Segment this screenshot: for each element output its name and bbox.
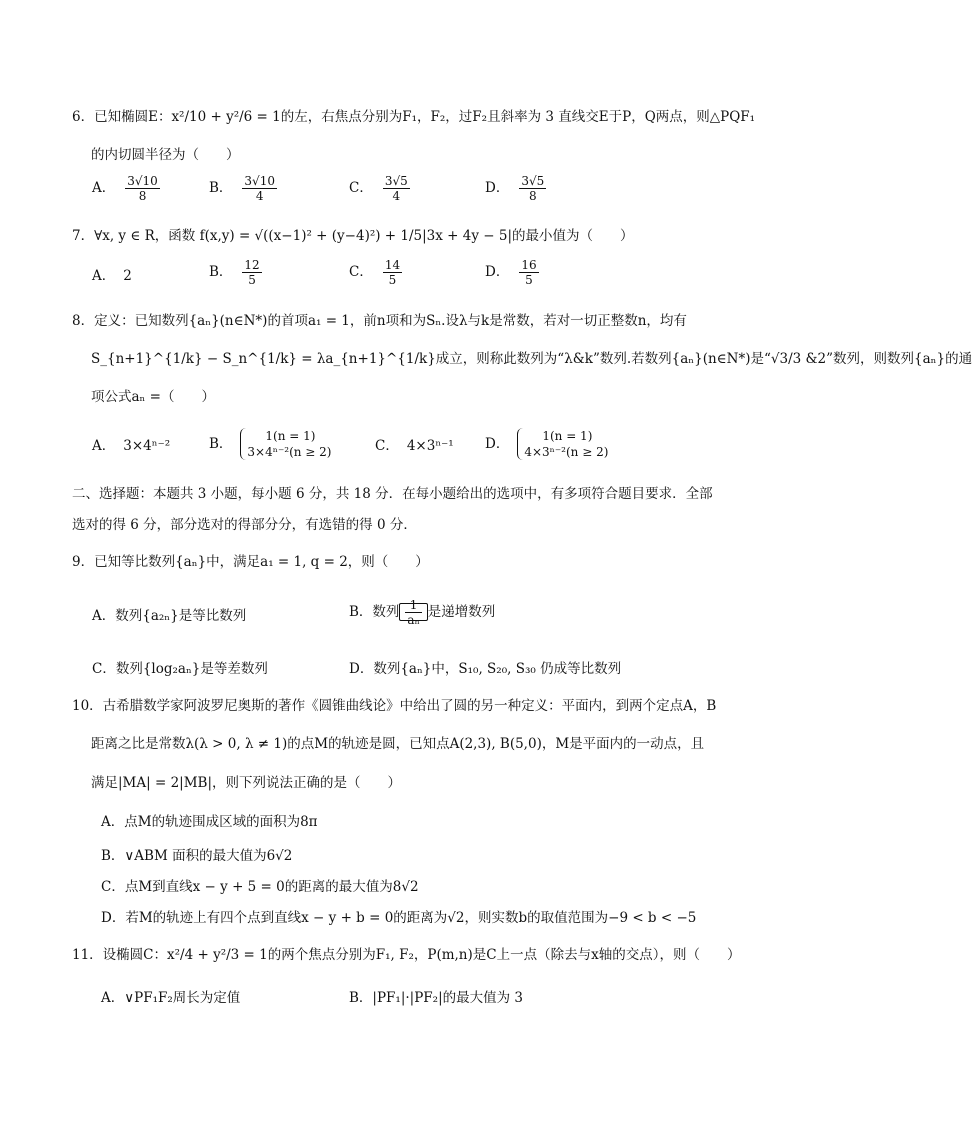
q6-option-d (485, 174, 548, 203)
q6-stem-line2: 的内切圆半径为（ ） (91, 147, 240, 163)
q11-option-a: A．∨PF₁F₂周长为定值 (101, 990, 241, 1006)
q6-option-c (349, 174, 412, 203)
fraction-numerator: 14 (384, 258, 401, 272)
option-label: A． (92, 438, 116, 454)
q10-stem-line1: 10．古希腊数学家阿波罗尼奥斯的著作《圆锥曲线论》中给出了圆的另一种定义：平面内，到两个定点A，B (72, 698, 717, 714)
option-label: D． (485, 180, 510, 196)
q8-option-c (375, 436, 454, 456)
fraction-denominator: 8 (138, 189, 147, 203)
piecewise-brace (240, 428, 331, 460)
fraction-numerator: 12 (244, 258, 260, 272)
q7-option-c (349, 258, 404, 287)
section-heading-line1: 二、选择题：本题共 3 小题，每小题 6 分，共 18 分．在每小题给出的选项中，有多项符合题目要求．全部 (72, 486, 713, 502)
fraction-denominator: aₙ (407, 613, 420, 627)
option-label: D． (485, 435, 510, 452)
q7-stem: 7．∀x, y ∈ R，函数 f(x,y) = √((x−1)² + (y−4)²) + 1/5|3x + 4y − 5|的最小值为（ ） (72, 228, 634, 244)
q8-option-d (485, 428, 608, 460)
fraction-numerator: 3√10 (127, 174, 158, 188)
option-prefix: B．数列 (349, 604, 400, 620)
piecewise-case-1: 1(n = 1) (265, 429, 316, 443)
q6-stem-line1: 6．已知椭圆E：x²/10 + y²/6 = 1的左，右焦点分别为F₁，F₂，过F₂且斜率为 3 直线交E于P，Q两点，则△PQF₁ (72, 109, 756, 125)
piecewise-brace (517, 428, 608, 460)
option-value: 3×4ⁿ⁻² (123, 438, 171, 454)
option-label: A． (92, 180, 116, 196)
option-label: B． (209, 180, 233, 196)
fraction (383, 174, 410, 203)
q9-option-b (349, 598, 495, 627)
q6-option-b (209, 174, 279, 203)
fraction (125, 174, 160, 203)
q8-stem-line1: 8．定义：已知数列{aₙ}(n∈N*)的首项a₁ = 1，前n项和为Sₙ.设λ与k是常数，若对一切正整数n，均有 (72, 313, 687, 329)
q10-option-d: D．若M的轨迹上有四个点到直线x − y + b = 0的距离为√2，则实数b的取值范围为−9 < b < −5 (101, 910, 697, 926)
fraction-denominator: 5 (388, 273, 397, 287)
option-label: B． (209, 264, 233, 280)
q7-option-b (209, 258, 264, 287)
fraction-denominator: 5 (248, 273, 256, 287)
fraction (519, 174, 546, 203)
option-label: C． (349, 264, 373, 280)
fraction (242, 174, 277, 203)
q8-option-a (92, 436, 170, 456)
fraction (383, 258, 402, 287)
option-value: 4×3ⁿ⁻¹ (406, 438, 454, 454)
option-label: C． (375, 438, 399, 454)
q8-stem-line3: 项公式aₙ =（ ） (91, 389, 215, 405)
fraction-denominator: 8 (528, 189, 537, 203)
fraction-denominator: 4 (255, 189, 264, 203)
fraction-denominator: 4 (392, 189, 401, 203)
q7-option-d (485, 258, 541, 287)
option-value: 2 (123, 268, 132, 284)
option-label: D． (485, 264, 510, 280)
fraction-numerator: 3√5 (521, 174, 545, 188)
q8-option-b (209, 428, 332, 460)
fraction-numerator: 1 (405, 598, 421, 613)
option-label: C． (349, 180, 373, 196)
fraction-numerator: 16 (521, 258, 537, 272)
q7-option-a (92, 266, 132, 286)
fraction (242, 258, 261, 287)
sequence-brace (399, 598, 427, 627)
q9-stem: 9．已知等比数列{aₙ}中，满足a₁ = 1, q = 2，则（ ） (72, 554, 429, 570)
section-heading-line2: 选对的得 6 分，部分选对的得部分分，有选错的得 0 分． (72, 517, 417, 533)
fraction-denominator: 5 (525, 273, 533, 287)
q9-option-d: D．数列{aₙ}中，S₁₀, S₂₀, S₃₀ 仍成等比数列 (349, 661, 622, 677)
q10-stem-line3: 满足|MA| = 2|MB|，则下列说法正确的是（ ） (91, 775, 401, 791)
fraction (405, 598, 421, 627)
q11-stem: 11．设椭圆C：x²/4 + y²/3 = 1的两个焦点分别为F₁, F₂，P(m,n)是C上一点（除去与x轴的交点），则（ ） (72, 947, 741, 963)
q10-option-c: C．点M到直线x − y + 5 = 0的距离的最大值为8√2 (101, 879, 419, 895)
option-suffix: 是递增数列 (427, 604, 496, 620)
q11-option-b: B．|PF₁|·|PF₂|的最大值为 3 (349, 990, 524, 1006)
fraction-numerator: 3√5 (384, 174, 408, 188)
option-label: A． (92, 268, 116, 284)
piecewise-case-2: 4×3ⁿ⁻²(n ≥ 2) (524, 445, 609, 459)
piecewise-case-2: 3×4ⁿ⁻²(n ≥ 2) (247, 445, 332, 459)
q8-stem-line2: S_{n+1}^{1/k} − S_n^{1/k} = λa_{n+1}^{1/k}成立，则称此数列为“λ&k”数列.若数列{aₙ}(n∈N*)是“√3/3 &2”数列，则数列{aₙ}的通 (91, 351, 972, 367)
q6-option-a (92, 174, 162, 203)
q10-option-a: A．点M的轨迹围成区域的面积为8π (101, 814, 318, 830)
fraction (519, 258, 538, 287)
fraction-numerator: 3√10 (244, 174, 275, 188)
q10-option-b: B．∨ABM 面积的最大值为6√2 (101, 848, 293, 864)
piecewise-case-1: 1(n = 1) (542, 429, 593, 443)
q9-option-a: A．数列{a₂ₙ}是等比数列 (92, 608, 247, 624)
option-label: B． (209, 435, 233, 452)
q10-stem-line2: 距离之比是常数λ(λ > 0, λ ≠ 1)的点M的轨迹是圆，已知点A(2,3), B(5,0)，M是平面内的一动点，且 (91, 736, 705, 752)
q9-option-c: C．数列{log₂aₙ}是等差数列 (92, 661, 268, 677)
